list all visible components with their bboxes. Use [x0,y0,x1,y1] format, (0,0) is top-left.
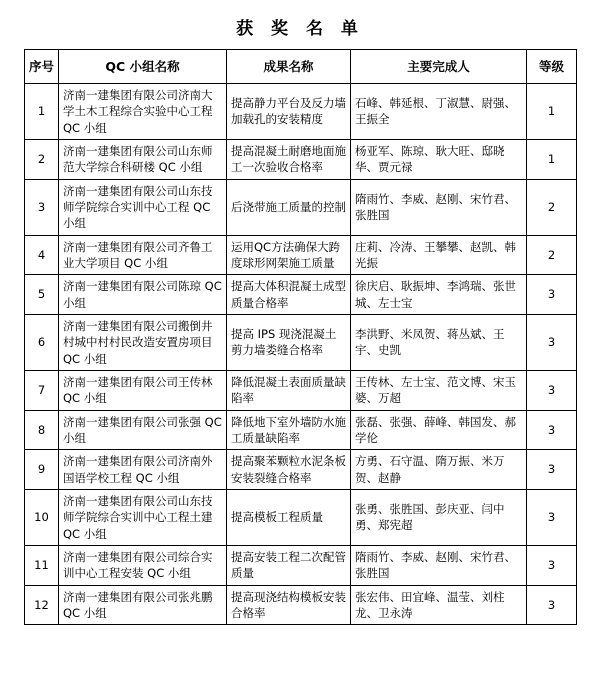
cell-participants: 张宏伟、田宜峰、温莹、刘柱龙、卫永涛 [351,585,527,625]
table-row [25,410,577,450]
cell-group-name: 济南一建集团有限公司王传林 QC 小组 [59,370,227,410]
cell-result-name: 提高现浇结构模板安装合格率 [227,585,351,625]
table-row [25,275,577,315]
cell-grade: 2 [527,179,577,235]
page-title: 获 奖 名 单 [236,19,364,39]
award-table-container [0,49,600,625]
table-row [25,235,577,275]
cell-no: 8 [25,410,59,450]
cell-result-name: 降低地下室外墙防水施工质量缺陷率 [227,410,351,450]
cell-grade: 1 [527,84,577,140]
cell-grade: 3 [527,450,577,490]
cell-group-name: 济南一建集团有限公司陈琼 QC 小组 [59,275,227,315]
cell-grade: 2 [527,235,577,275]
column-header-result-name: 成果名称 [227,50,351,84]
cell-result-name: 降低混凝土表面质量缺陷率 [227,370,351,410]
cell-no: 6 [25,314,59,370]
column-header-group-name: QC 小组名称 [59,50,227,84]
cell-group-name: 济南一建集团有限公司张兆鹏 QC 小组 [59,585,227,625]
table-row [25,545,577,585]
cell-result-name: 提高安装工程二次配管质量 [227,545,351,585]
cell-grade: 3 [527,489,577,545]
cell-no: 7 [25,370,59,410]
table-row [25,585,577,625]
cell-grade: 3 [527,275,577,315]
table-row [25,370,577,410]
cell-no: 11 [25,545,59,585]
cell-no: 12 [25,585,59,625]
cell-grade: 3 [527,585,577,625]
cell-grade: 3 [527,370,577,410]
cell-grade: 3 [527,545,577,585]
cell-participants: 石峰、韩延根、丁淑慧、尉强、王振全 [351,84,527,140]
cell-participants: 方勇、石守温、隋万振、米万贺、赵静 [351,450,527,490]
cell-result-name: 提高模板工程质量 [227,489,351,545]
cell-participants: 王传林、左士宝、范文博、宋玉婆、万超 [351,370,527,410]
award-list-table [24,49,577,625]
cell-no: 4 [25,235,59,275]
cell-result-name: 提高大体积混凝土成型质量合格率 [227,275,351,315]
column-header-grade: 等级 [527,50,577,84]
cell-participants: 隋雨竹、李威、赵刚、宋竹君、张胜国 [351,179,527,235]
cell-no: 2 [25,139,59,179]
cell-result-name: 提高 IPS 现浇混凝土剪力墙娄缝合格率 [227,314,351,370]
cell-participants: 张勇、张胜国、彭庆亚、闫中勇、郑宪超 [351,489,527,545]
cell-participants: 张磊、张强、薛峰、韩国发、郝学伦 [351,410,527,450]
column-header-participants: 主要完成人 [351,50,527,84]
table-row [25,450,577,490]
cell-grade: 1 [527,139,577,179]
cell-result-name: 后浇带施工质量的控制 [227,179,351,235]
cell-result-name: 提高聚苯颗粒水泥条板安装裂缝合格率 [227,450,351,490]
cell-grade: 3 [527,410,577,450]
cell-no: 9 [25,450,59,490]
cell-participants: 徐庆启、耿振坤、李鸿瑞、张世城、左士宝 [351,275,527,315]
table-row [25,314,577,370]
cell-participants: 杨亚军、陈琼、耿大旺、邸晓华、贾元禄 [351,139,527,179]
cell-group-name: 济南一建集团有限公司张强 QC 小组 [59,410,227,450]
table-row [25,489,577,545]
table-row [25,179,577,235]
cell-participants: 隋雨竹、李威、赵刚、宋竹君、张胜国 [351,545,527,585]
cell-group-name: 济南一建集团有限公司搬倒井村城中村村民改造安置房项目 QC 小组 [59,314,227,370]
cell-group-name: 济南一建集团有限公司济南外国语学校工程 QC 小组 [59,450,227,490]
cell-no: 10 [25,489,59,545]
cell-no: 5 [25,275,59,315]
table-row [25,139,577,179]
cell-group-name: 济南一建集团有限公司齐鲁工业大学项目 QC 小组 [59,235,227,275]
cell-result-name: 运用QC方法确保大跨度球形网架施工质量 [227,235,351,275]
column-header-no: 序号 [25,50,59,84]
cell-group-name: 济南一建集团有限公司山东技师学院综合实训中心工程 QC 小组 [59,179,227,235]
cell-grade: 3 [527,314,577,370]
cell-group-name: 济南一建集团有限公司山东师范大学综合科研楼 QC 小组 [59,139,227,179]
cell-group-name: 济南一建集团有限公司综合实训中心工程安装 QC 小组 [59,545,227,585]
table-row [25,84,577,140]
cell-no: 3 [25,179,59,235]
award-table-body [25,84,577,625]
cell-participants: 李洪野、米凤贺、蒋丛斌、王宇、史凯 [351,314,527,370]
cell-no: 1 [25,84,59,140]
cell-result-name: 提高混凝土耐磨地面施工一次验收合格率 [227,139,351,179]
cell-participants: 庄莉、冷涛、王攀攀、赵凯、韩光振 [351,235,527,275]
cell-group-name: 济南一建集团有限公司济南大学土木工程综合实验中心工程 QC 小组 [59,84,227,140]
table-header-row [25,50,577,84]
cell-result-name: 提高静力平台及反力墙加载孔的安装精度 [227,84,351,140]
cell-group-name: 济南一建集团有限公司山东技师学院综合实训中心工程土建 QC 小组 [59,489,227,545]
